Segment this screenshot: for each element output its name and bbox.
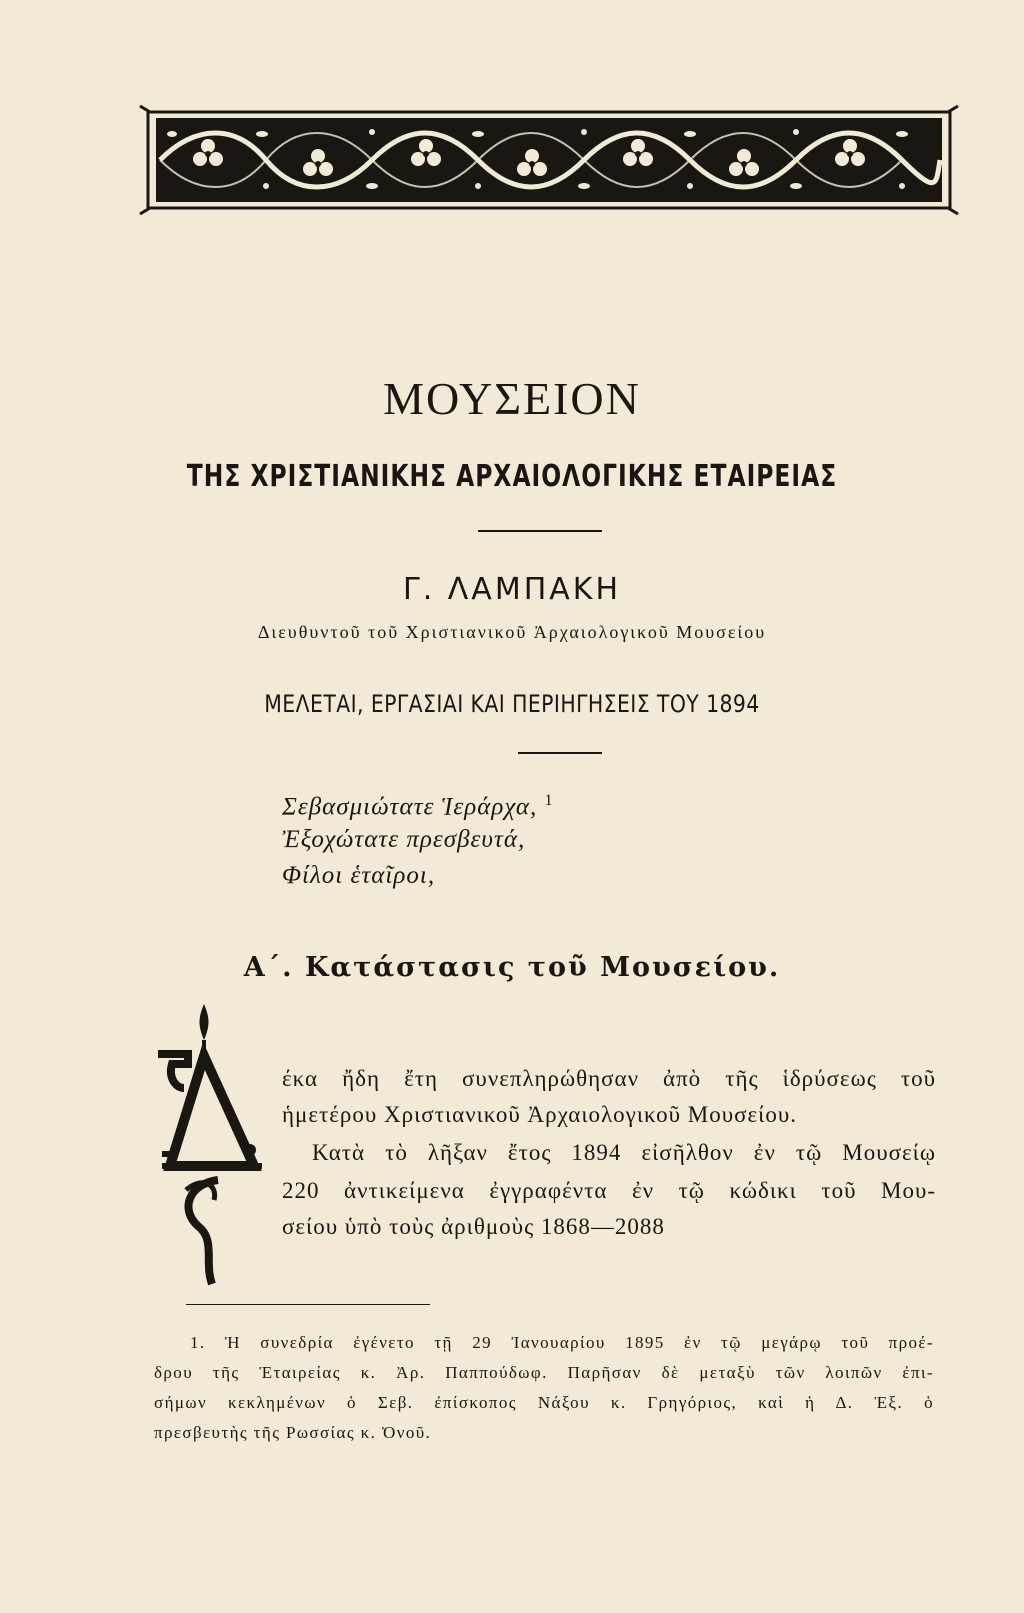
ornamental-initial-delta-icon bbox=[158, 1004, 262, 1286]
salutation-line: Ἐξοχώτατε πρεσβευτά, bbox=[282, 826, 526, 853]
body-line: Κατὰ τὸ λῆξαν ἔτος 1894 εἰσῆλθον ἐν τῷ Μουσείῳ bbox=[312, 1140, 936, 1165]
divider bbox=[518, 752, 602, 754]
body-line: 220 ἀντικείμενα ἐγγραφέντα ἐν τῷ κώδικι τοῦ Μου- bbox=[282, 1178, 936, 1203]
salutation-text: Σεβασμιώτατε Ἱεράρχα, bbox=[282, 793, 538, 821]
page-title: ΜΟΥΣΕΙΟΝ bbox=[383, 373, 641, 424]
salutation-line bbox=[282, 792, 554, 821]
body-line: ἡμετέρου Χριστιανικοῦ Ἀρχαιολογικοῦ Μουσείου. bbox=[282, 1102, 797, 1127]
section-heading: Α΄. Κατάστασις τοῦ Μουσείου. bbox=[243, 952, 781, 983]
footnote-divider bbox=[186, 1304, 430, 1305]
footnote-line: σήμων κεκλημένων ὁ Σεβ. ἐπίσκοπος Νάξου κ. Γρηγόριος, καὶ ἡ Δ. Ἐξ. ὁ bbox=[154, 1393, 934, 1412]
body-line: σείου ὑπὸ τοὺς ἀριθμοὺς 1868—2088 bbox=[282, 1214, 665, 1239]
page-subtitle: ΤΗΣ ΧΡΙΣΤΙΑΝΙΚΗΣ ΑΡΧΑΙΟΛΟΓΙΚΗΣ ΕΤΑΙΡΕΙΑΣ bbox=[186, 459, 838, 495]
divider bbox=[478, 530, 602, 532]
ornamental-banner-icon bbox=[136, 104, 962, 216]
author-name: Γ. ΛΑΜΠΑΚΗ bbox=[402, 572, 622, 607]
works-title: ΜΕΛΕΤΑΙ, ΕΡΓΑΣΙΑΙ ΚΑΙ ΠΕΡΙΗΓΗΣΕΙΣ ΤΟΥ 1894 bbox=[264, 690, 760, 718]
footnote-line: δρου τῆς Ἑταιρείας κ. Ἀρ. Παππούδωφ. Παρῆσαν δὲ μεταξὺ τῶν λοιπῶν ἐπι- bbox=[154, 1363, 934, 1382]
body-line: έκα ἤδη ἔτη συνεπληρώθησαν ἀπὸ τῆς ἱδρύσεως τοῦ bbox=[282, 1066, 936, 1091]
footnote-marker: 1 bbox=[544, 792, 554, 809]
author-role: Διευθυντοῦ τοῦ Χριστιανικοῦ Ἀρχαιολογικοῦ Μουσείου bbox=[257, 622, 767, 642]
footnote-line: πρεσβευτὴς τῆς Ρωσσίας κ. Ὀνοῦ. bbox=[154, 1423, 432, 1442]
salutation-line: Φίλοι ἑταῖροι, bbox=[282, 862, 436, 889]
footnote-line: 1. Ἡ συνεδρία ἐγένετο τῇ 29 Ἰανουαρίου 1895 ἐν τῷ μεγάρῳ τοῦ προέ- bbox=[190, 1333, 934, 1352]
